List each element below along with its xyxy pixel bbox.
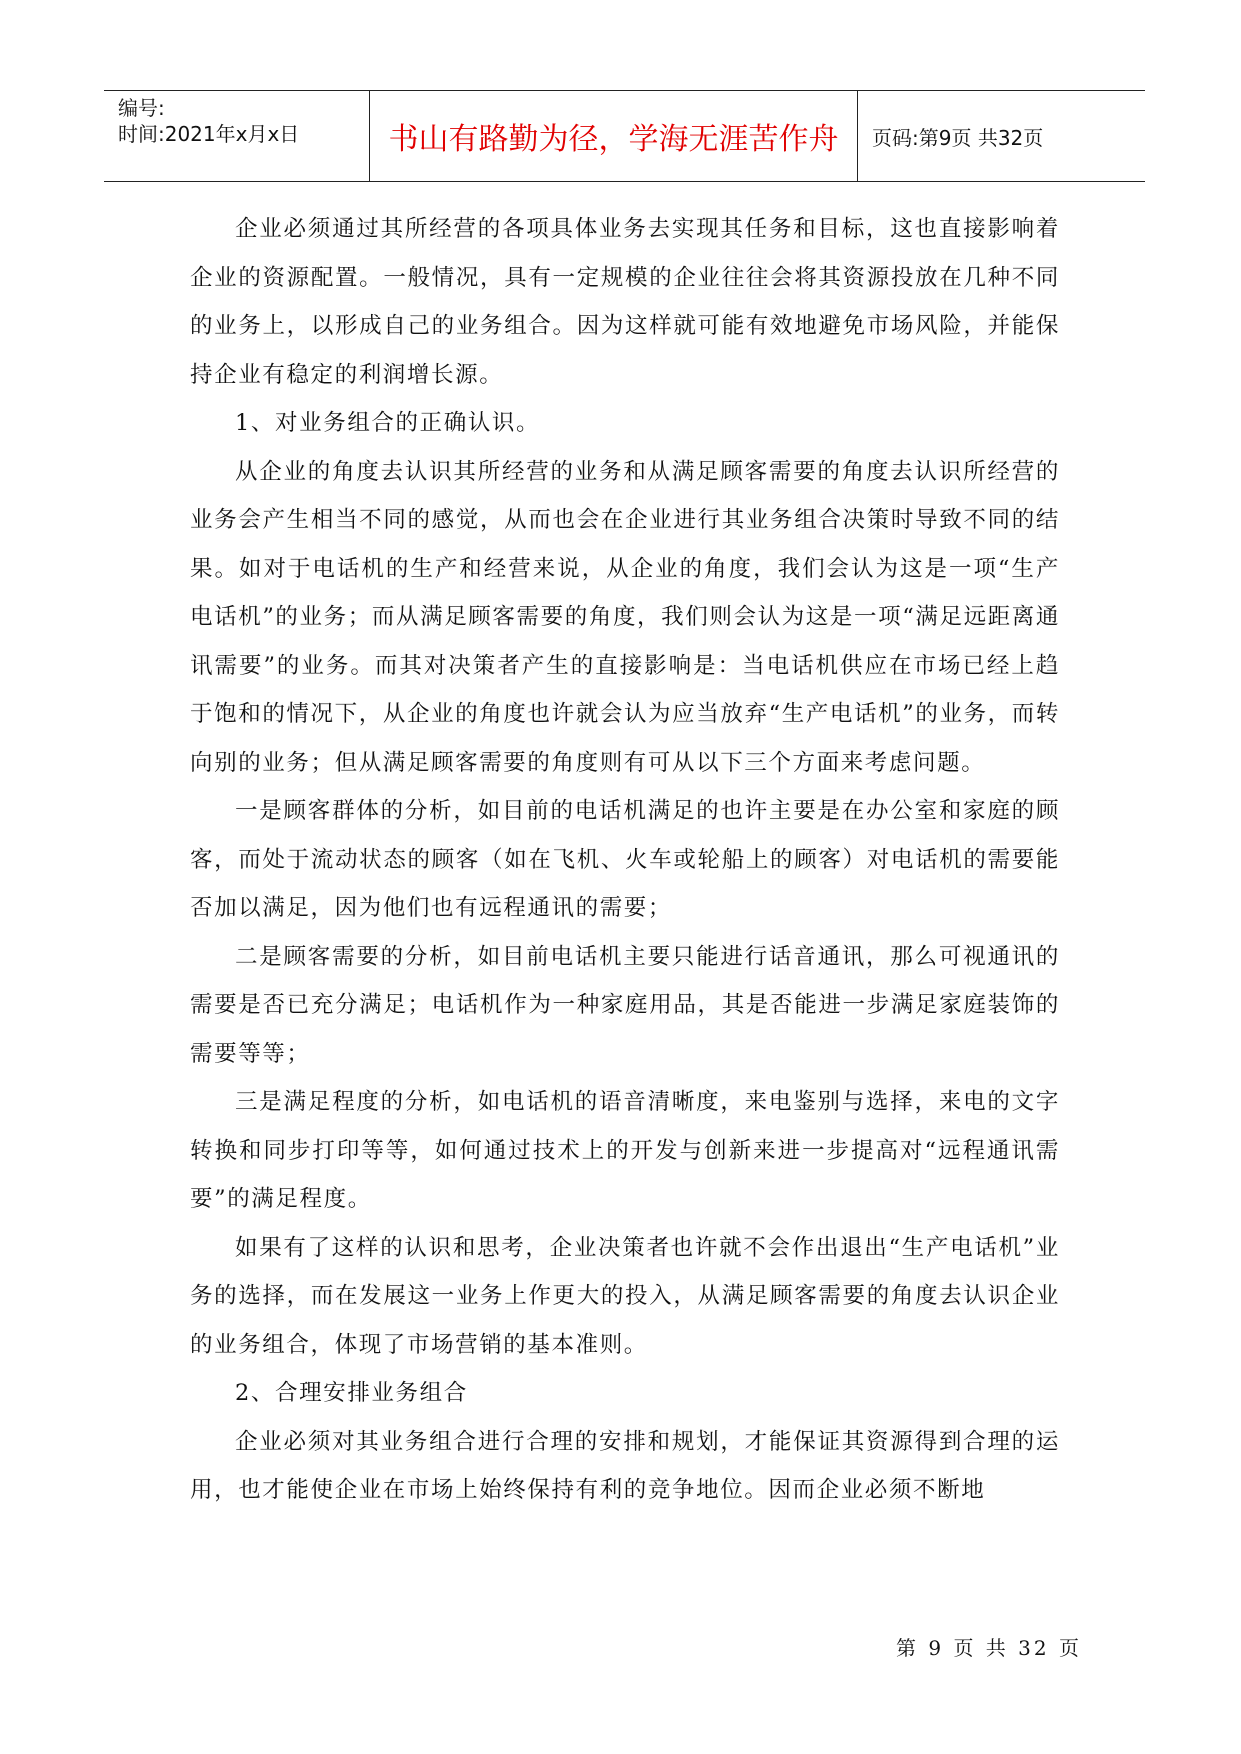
header-meta-cell xyxy=(104,91,370,181)
header-table xyxy=(104,90,1145,182)
page-footer: 第 9 页 共 32 页 xyxy=(896,1636,1082,1660)
paragraph: 如果有了这样的认识和思考，企业决策者也许就不会作出退出“生产电话机”业务的选择，而在发展这一业务上作更大的投入，从满足顾客需要的角度去认识企业的业务组合，体现了市场营销的基本准则。 xyxy=(190,1234,1060,1358)
paragraph: 三是满足程度的分析，如电话机的语音清晰度，来电鉴别与选择，来电的文字转换和同步打印等等，如何通过技术上的开发与创新来进一步提高对“远程通讯需要”的满足程度。 xyxy=(190,1089,1060,1212)
document-number-label: 编号: xyxy=(118,96,165,120)
paragraph: 一是顾客群体的分析，如目前的电话机满足的也许主要是在办公室和家庭的顾客，而处于流动状态的顾客（如在飞机、火车或轮船上的顾客）对电话机的需要能否加以满足，因为他们也有远程通讯的需要； xyxy=(190,798,1060,921)
document-body xyxy=(190,205,1060,1515)
header-motto: 书山有路勤为径，学海无涯苦作舟 xyxy=(370,91,858,181)
header-page-code: 页码:第9页 共32页 xyxy=(872,125,1044,150)
paragraph: 二是顾客需要的分析，如目前电话机主要只能进行话音通讯，那么可视通讯的需要是否已充分满足；电话机作为一种家庭用品，其是否能进一步满足家庭装饰的需要等等； xyxy=(190,943,1060,1067)
section-heading: 1、对业务组合的正确认识。 xyxy=(235,410,541,436)
paragraph: 企业必须对其业务组合进行合理的安排和规划，才能保证其资源得到合理的运用，也才能使企业在市场上始终保持有利的竞争地位。因而企业必须不断地 xyxy=(190,1428,1060,1503)
document-time-label: 时间:2021年x月x日 xyxy=(118,122,300,146)
section-heading: 2、合理安排业务组合 xyxy=(235,1380,468,1406)
paragraph: 企业必须通过其所经营的各项具体业务去实现其任务和目标，这也直接影响着企业的资源配置。一般情况，具有一定规模的企业往往会将其资源投放在几种不同的业务上，以形成自己的业务组合。因为这样就可能有效地避免市场风险，并能保持企业有稳定的利润增长源。 xyxy=(190,216,1060,388)
paragraph: 从企业的角度去认识其所经营的业务和从满足顾客需要的角度去认识所经营的业务会产生相当不同的感觉，从而也会在企业进行其业务组合决策时导致不同的结果。如对于电话机的生产和经营来说，从企业的角度，我们会认为这是一项“生产电话机”的业务；而从满足顾客需要的角度，我们则会认为这是一项“满足远距离通讯需要”的业务。而其对决策者产生的直接影响是：当电话机供应在市场已经上趋于饱和的情况下，从企业的角度也许就会认为应当放弃“生产电话机”的业务，而转向别的业务；但从满足顾客需要的角度则有可从以下三个方面来考虑问题。 xyxy=(190,458,1060,776)
